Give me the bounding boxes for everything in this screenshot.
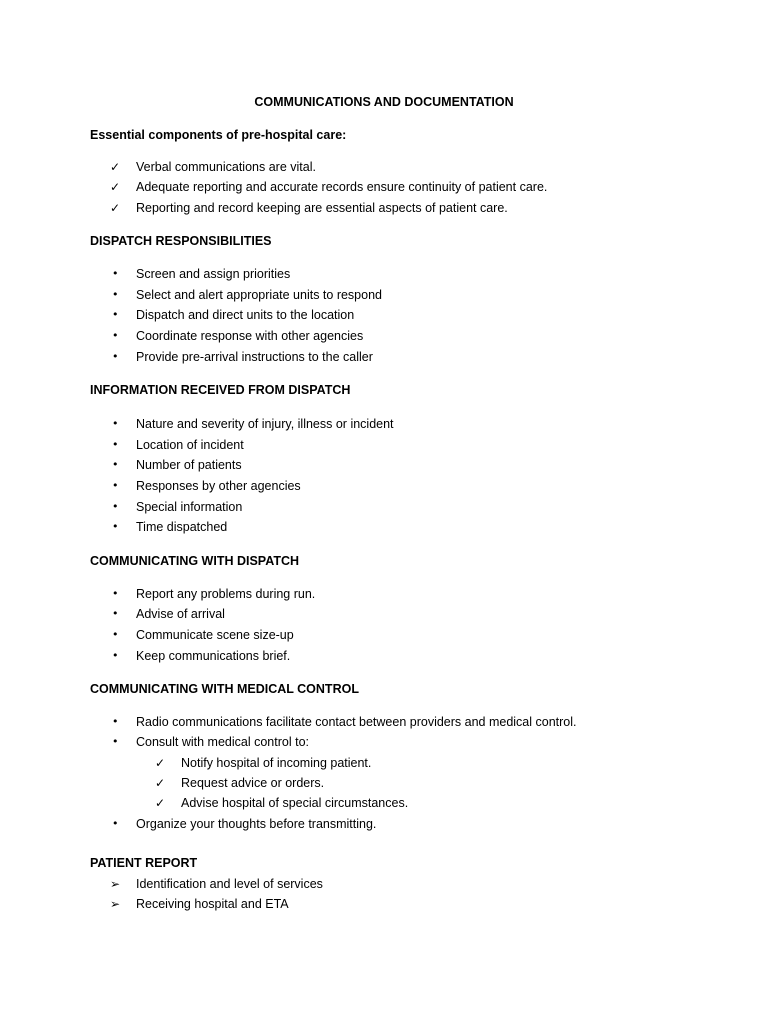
list-item-text: Coordinate response with other agencies xyxy=(136,329,364,343)
bullet-icon: • xyxy=(112,649,119,662)
checkmark-icon: ✓ xyxy=(155,796,166,810)
list-item-text: Request advice or orders. xyxy=(181,776,325,790)
bullet-icon: • xyxy=(112,715,119,728)
list-item-text: Responses by other agencies xyxy=(136,479,301,493)
section-heading: Essential components of pre-hospital care: xyxy=(90,128,347,142)
bullet-icon: • xyxy=(112,329,119,342)
section-heading: PATIENT REPORT xyxy=(90,856,198,870)
bullet-icon: • xyxy=(112,458,119,471)
bullet-icon: • xyxy=(112,817,119,830)
list-item-text: Adequate reporting and accurate records ensure continuity of patient care. xyxy=(136,180,548,194)
list-item-text: Dispatch and direct units to the location xyxy=(136,308,355,322)
bullet-icon: • xyxy=(112,350,119,363)
checkmark-icon: ✓ xyxy=(110,201,121,215)
list-item-text: Report any problems during run. xyxy=(136,587,316,601)
list-item-text: Provide pre-arrival instructions to the caller xyxy=(136,350,373,364)
list-item-text: Location of incident xyxy=(136,438,244,452)
bullet-icon: • xyxy=(112,438,119,451)
section-heading: COMMUNICATING WITH DISPATCH xyxy=(90,554,300,568)
bullet-icon: • xyxy=(112,479,119,492)
list-item-text: Notify hospital of incoming patient. xyxy=(181,756,372,770)
list-item-text: Receiving hospital and ETA xyxy=(136,897,289,911)
checkmark-icon: ✓ xyxy=(155,776,166,790)
bullet-icon: • xyxy=(112,417,119,430)
list-item-text: Consult with medical control to: xyxy=(136,735,309,749)
arrow-bullet-icon: ➢ xyxy=(110,877,121,891)
list-item-text: Verbal communications are vital. xyxy=(136,160,316,174)
checkmark-icon: ✓ xyxy=(110,180,121,194)
list-item-text: Time dispatched xyxy=(136,520,228,534)
checkmark-icon: ✓ xyxy=(110,160,121,174)
list-item-text: Special information xyxy=(136,500,243,514)
list-item-text: Keep communications brief. xyxy=(136,649,291,663)
bullet-icon: • xyxy=(112,587,119,600)
list-item-text: Screen and assign priorities xyxy=(136,267,291,281)
bullet-icon: • xyxy=(112,267,119,280)
section-heading: DISPATCH RESPONSIBILITIES xyxy=(90,234,272,248)
list-item-text: Advise hospital of special circumstances. xyxy=(181,796,409,810)
page-title: COMMUNICATIONS AND DOCUMENTATION xyxy=(254,95,514,109)
section-heading: COMMUNICATING WITH MEDICAL CONTROL xyxy=(90,682,359,696)
list-item-text: Nature and severity of injury, illness or incident xyxy=(136,417,394,431)
list-item-text: Radio communications facilitate contact between providers and medical control. xyxy=(136,715,577,729)
bullet-icon: • xyxy=(112,308,119,321)
section-heading: INFORMATION RECEIVED FROM DISPATCH xyxy=(90,383,351,397)
list-item-text: Number of patients xyxy=(136,458,242,472)
list-item-text: Select and alert appropriate units to respond xyxy=(136,288,382,302)
bullet-icon: • xyxy=(112,288,119,301)
list-item-text: Reporting and record keeping are essential aspects of patient care. xyxy=(136,201,508,215)
bullet-icon: • xyxy=(112,520,119,533)
list-item-text: Organize your thoughts before transmitting. xyxy=(136,817,377,831)
checkmark-icon: ✓ xyxy=(155,756,166,770)
list-item-text: Advise of arrival xyxy=(136,607,225,621)
bullet-icon: • xyxy=(112,735,119,748)
list-item-text: Communicate scene size-up xyxy=(136,628,294,642)
bullet-icon: • xyxy=(112,500,119,513)
list-item-text: Identification and level of services xyxy=(136,877,323,891)
arrow-bullet-icon: ➢ xyxy=(110,897,121,911)
bullet-icon: • xyxy=(112,607,119,620)
bullet-icon: • xyxy=(112,628,119,641)
